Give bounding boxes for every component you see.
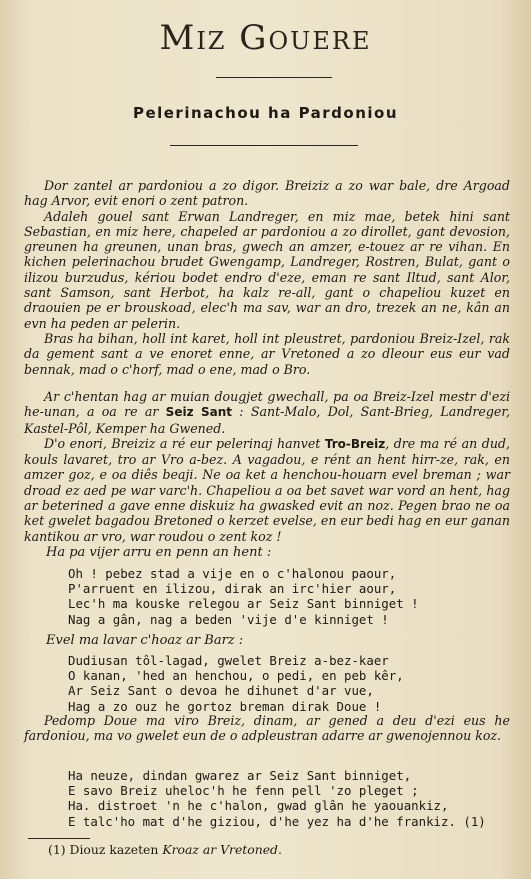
- verse-line: Nag a gân, nag a beden 'vije d'e kinniget !: [68, 611, 389, 627]
- footnote-marker: (1): [48, 842, 66, 857]
- page-title: Miz Gouere: [159, 18, 372, 58]
- paragraph: Bras ha bihan, holl int karet, holl int pleustret, pardoniou Breiz-Izel, rak da gement sant a ve enoret enne, ar Vretoned a zo dleour eus eur vad bennak, mad o c'horf, mad o ene, mad o Bro.: [24, 330, 510, 377]
- seiz-sant-paragraphs: [24, 389, 510, 544]
- closing-paragraph: [24, 713, 510, 744]
- verse-line: Ha neuze, dindan gwarez ar Seiz Sant binniget,: [68, 768, 412, 783]
- verse-stanza: [68, 566, 419, 627]
- footnote-text: Diouz kazeten: [69, 842, 159, 857]
- text-run: : Sant-Malo, Dol, Sant-Brieg, Landreger, Kastel-Pôl, Kemper ha Gwened.: [24, 404, 511, 436]
- intro-paragraphs: [24, 178, 510, 377]
- paragraph: [24, 436, 510, 544]
- verse-line: Dudiusan tôl-lagad, gwelet Breiz a-bez-kaer: [68, 653, 389, 668]
- verse-line: Oh ! pebez stad a vije en o c'halonou paour,: [68, 566, 397, 581]
- verse-stanza: [68, 653, 404, 714]
- paragraph: Dor zantel ar pardoniou a zo digor. Breiziz a zo war bale, dre Argoad hag Arvor, evit enori o zent patron.: [24, 178, 510, 209]
- paragraph: Pedomp Doue ma viro Breiz, dinam, ar gened a deu d'ezi eus he fardoniou, ma vo gwelet eun de o adpleustran adarre ar gwenojennou koz.: [24, 713, 510, 744]
- verse-line: E talc'ho mat d'he giziou, d'he yez ha d'he frankiz. (1): [68, 813, 486, 829]
- text-run: D'o enori, Breiziz a ré eur pelerinaj hanvet: [44, 435, 325, 451]
- verse-line: E savo Breiz uheloc'h he fenn pell 'zo pleget ;: [68, 783, 419, 799]
- bold-term: Tro-Breiz: [324, 436, 386, 451]
- section-subtitle: Pelerinachou ha Pardoniou: [132, 104, 399, 122]
- verse-line: P'arruent en ilizou, dirak an irc'hier aour,: [68, 581, 397, 597]
- text-run: , dre ma ré an dud, kouls lavaret, tro ar Vro a-bez. A vagadou, e rént an hent hirr-ze, rak, en amzer goz, e oa diês beaji. Ne oa ket a henchou-houarn evel breman ; war droad ez aed pe war varc'h. Chapeliou a oa bet savet war vord an hent, hag ar beterined a gave enne diskuiz ha gwasked evit an noz. Pegen brao ne oa ket gwelet bagadou Bretoned o kerzet evelse, en eur bedi hag en eur ganan kantikou ar vro, war roudou o zent koz !: [24, 435, 510, 544]
- paragraph: [24, 389, 510, 436]
- footnote-divider: [28, 838, 90, 839]
- footnote-source: Kroaz ar Vretoned.: [162, 842, 282, 857]
- verse-line: Ha. distroet 'n he c'halon, gwad glân he yaouankiz,: [68, 798, 449, 814]
- verse-line: O kanan, 'hed an henchou, o pedi, en peb kêr,: [68, 668, 404, 684]
- verse-intro: Ha pa vijer arru en penn an hent :: [46, 545, 272, 560]
- text-run: Ar c'hentan hag ar muian dougjet gwechall, pa oa Breiz-Izel mestr d'ezi he-unan, a oa re ar: [24, 389, 510, 420]
- verse-line: Hag a zo ouz he gortoz breman dirak Doue !: [68, 698, 382, 714]
- title-divider: [216, 77, 332, 78]
- bold-term: Seiz Sant: [165, 405, 233, 420]
- verse-intro: Evel ma lavar c'hoaz ar Barz :: [46, 633, 244, 648]
- verse-stanza: [68, 768, 486, 829]
- verse-line: Lec'h ma kouske relegou ar Seiz Sant binniget !: [68, 596, 419, 612]
- verse-line: Ar Seiz Sant o devoa he dihunet d'ar vue,: [68, 683, 374, 699]
- footnote: [48, 842, 282, 857]
- paragraph: Adaleh gouel sant Erwan Landreger, en miz mae, betek hini sant Sebastian, en miz here, chapeled ar pardoniou a zo dirollet, gant devosion, greunen ha greunen, unan bras, gwech an amzer, e-touez ar re vihan. En kichen pelerinachou brudet Gwengamp, Landreger, Rostren, Bulat, gant o ilizou burzudus, kériou bodet endro d'eze, eman re sant Iltud, sant Alor, sant Samson, sant Herbot, ha kalz re-all, gant o chapeliou kuzet en draouien pe er brouskoad, elec'h ma sav, war an dro, trezek an ne, kân an evn ha peden ar pelerin.: [24, 208, 510, 331]
- subtitle-divider: [170, 145, 358, 146]
